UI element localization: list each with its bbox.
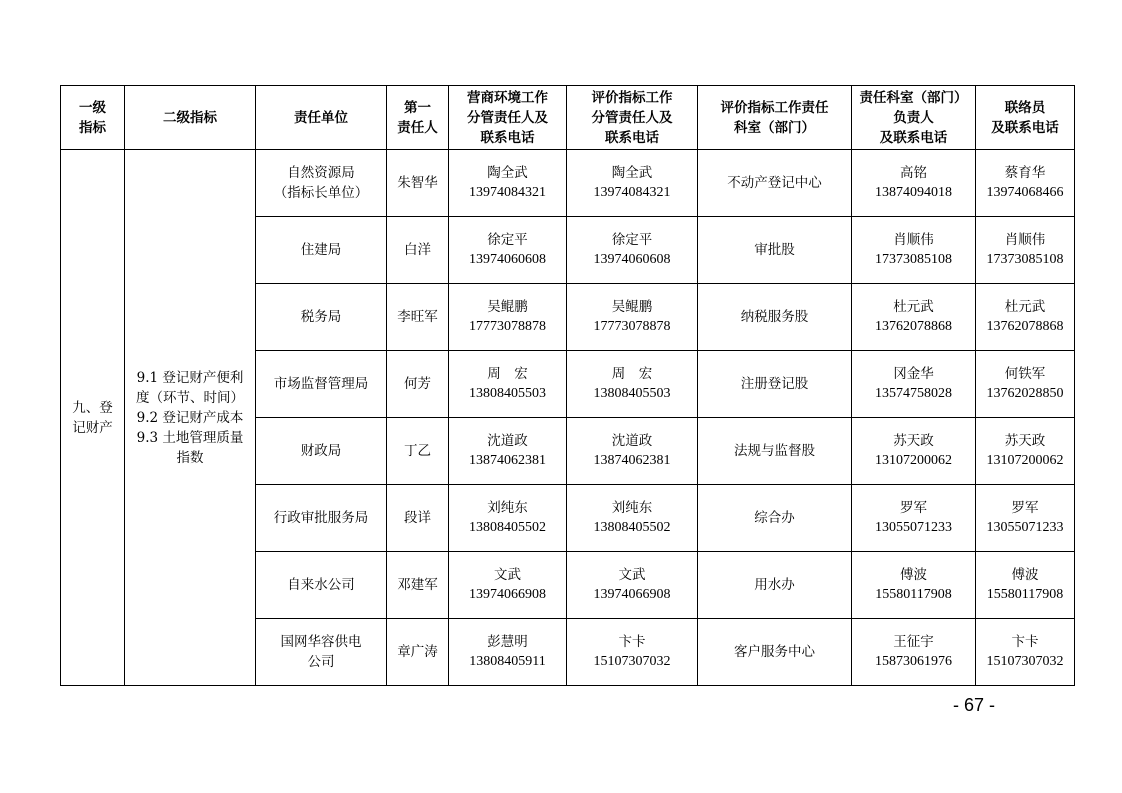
cell-text: 傅波 — [1011, 567, 1039, 583]
header-line: 责任科室（部门） — [859, 89, 968, 106]
cell-text: 17773078878 — [469, 319, 546, 334]
cell-text: 用水办 — [754, 577, 795, 593]
header-line: 联系电话 — [605, 129, 659, 146]
office-cell — [698, 217, 852, 284]
cell-text: 15107307032 — [593, 654, 671, 669]
office-head-cell — [852, 485, 976, 552]
cell-text: 杜元武 — [1004, 299, 1046, 315]
unit-cell — [256, 619, 387, 686]
cell-text: 徐定平 — [487, 232, 528, 248]
header-env-manager — [449, 86, 567, 150]
cell-text: 自然资源局 — [287, 165, 355, 181]
header-line: 责任单位 — [294, 109, 348, 126]
eval-manager-cell — [567, 418, 698, 485]
header-level2 — [125, 86, 256, 150]
header-line: 联系电话 — [480, 129, 535, 146]
cell-text: 注册登记股 — [740, 376, 809, 392]
cell-text: 行政审批服务局 — [273, 510, 369, 526]
office-head-cell — [852, 217, 976, 284]
office-head-cell — [852, 150, 976, 217]
cell-text: 邓建军 — [397, 577, 438, 593]
cell-text: 吴鲲鹏 — [611, 299, 653, 315]
cell-text: 朱智华 — [397, 175, 438, 191]
liaison-cell — [976, 552, 1075, 619]
header-line: 负责人 — [893, 109, 934, 126]
cell-text: 15107307032 — [986, 654, 1064, 669]
cell-text: 高铭 — [900, 165, 927, 181]
header-line: 营商环境工作 — [467, 89, 548, 106]
cell-text: 13874062381 — [469, 453, 546, 468]
cell-text: 何芳 — [404, 376, 431, 392]
cell-text: 刘纯东 — [611, 500, 653, 516]
cell-text: 冈金华 — [893, 366, 934, 382]
cell-text: 记财产 — [72, 419, 113, 436]
eval-manager-cell — [567, 217, 698, 284]
header-line: 评价指标工作责任 — [720, 99, 829, 116]
cell-text: 税务局 — [300, 309, 342, 325]
cell-text: 13762078868 — [986, 319, 1064, 334]
cell-text: 13974068466 — [986, 185, 1064, 200]
level2-indicator-cell — [125, 150, 256, 686]
cell-text: 章广涛 — [397, 644, 438, 660]
cell-text: 傅波 — [900, 567, 927, 583]
liaison-cell — [976, 150, 1075, 217]
cell-text: 九、登 — [72, 399, 113, 416]
table-row — [61, 150, 1075, 217]
header-line: 分管责任人及 — [467, 109, 548, 126]
first-responsible-cell — [387, 619, 449, 686]
office-head-cell — [852, 552, 976, 619]
header-line: 及联系电话 — [991, 119, 1059, 136]
cell-text: 文武 — [618, 567, 646, 583]
cell-text: 王征宇 — [893, 634, 934, 650]
cell-text: 丁乙 — [404, 443, 431, 459]
cell-text: 沈道政 — [487, 433, 528, 449]
cell-text: 纳税服务股 — [740, 309, 809, 325]
cell-text: 住建局 — [300, 242, 342, 258]
cell-text: 13974060608 — [469, 252, 546, 267]
cell-text: 市场监督管理局 — [273, 376, 369, 392]
cell-text: 罗军 — [1011, 500, 1039, 516]
env-manager-cell — [449, 150, 567, 217]
cell-text: 苏天政 — [1004, 433, 1046, 449]
cell-text: （指标长单位） — [273, 185, 369, 201]
env-manager-cell — [449, 485, 567, 552]
cell-text: 15580117908 — [986, 587, 1064, 602]
cell-text: 审批股 — [754, 242, 795, 258]
cell-text: 吴鲲鹏 — [487, 299, 528, 315]
unit-cell — [256, 552, 387, 619]
cell-text: 沈道政 — [611, 433, 653, 449]
office-head-cell — [852, 619, 976, 686]
cell-text: 蔡育华 — [1004, 165, 1046, 181]
liaison-cell — [976, 351, 1075, 418]
cell-text: 15580117908 — [875, 587, 952, 602]
cell-text: 卞卡 — [618, 634, 646, 650]
cell-text: 公司 — [307, 654, 335, 670]
cell-text: 17773078878 — [593, 319, 671, 334]
cell-text: 肖顺伟 — [1004, 232, 1046, 248]
office-cell — [698, 150, 852, 217]
unit-cell — [256, 418, 387, 485]
cell-text: 13107200062 — [986, 453, 1064, 468]
cell-text: 罗军 — [900, 500, 927, 516]
cell-text: 肖顺伟 — [893, 232, 934, 248]
office-head-cell — [852, 284, 976, 351]
header-line: 联络员 — [1004, 99, 1046, 116]
cell-text: 9.2 登记财产成本 — [136, 409, 244, 426]
first-responsible-cell — [387, 351, 449, 418]
cell-text: 国网华容供电 — [280, 634, 362, 650]
cell-text: 13974084321 — [469, 185, 546, 200]
header-line: 及联系电话 — [879, 129, 948, 146]
eval-manager-cell — [567, 485, 698, 552]
unit-cell — [256, 351, 387, 418]
liaison-cell — [976, 619, 1075, 686]
first-responsible-cell — [387, 217, 449, 284]
cell-text: 13808405502 — [593, 520, 671, 535]
cell-text: 13055071233 — [986, 520, 1064, 535]
first-responsible-cell — [387, 150, 449, 217]
cell-text: 13107200062 — [875, 453, 952, 468]
cell-text: 李旺军 — [397, 309, 438, 325]
cell-text: 自来水公司 — [287, 577, 355, 593]
env-manager-cell — [449, 619, 567, 686]
cell-text: 17373085108 — [875, 252, 952, 267]
header-line: 二级指标 — [163, 109, 217, 126]
first-responsible-cell — [387, 552, 449, 619]
cell-text: 13874062381 — [593, 453, 671, 468]
cell-text: 徐定平 — [611, 232, 653, 248]
cell-text: 13808405503 — [469, 386, 546, 401]
first-responsible-cell — [387, 485, 449, 552]
header-line: 分管责任人及 — [591, 109, 673, 126]
office-cell — [698, 351, 852, 418]
cell-text: 杜元武 — [893, 299, 934, 315]
header-line: 科室（部门） — [734, 119, 815, 136]
cell-text: 13055071233 — [875, 520, 952, 535]
eval-manager-cell — [567, 150, 698, 217]
cell-text: 综合办 — [754, 510, 795, 526]
cell-text: 客户服务中心 — [734, 644, 815, 660]
unit-cell — [256, 485, 387, 552]
office-cell — [698, 284, 852, 351]
eval-manager-cell — [567, 552, 698, 619]
cell-text: 陶全武 — [487, 165, 528, 181]
cell-text: 13808405503 — [593, 386, 671, 401]
cell-text: 财政局 — [300, 443, 342, 459]
cell-text: 度（环节、时间） — [136, 389, 244, 406]
cell-text: 指数 — [176, 449, 204, 466]
liaison-cell — [976, 418, 1075, 485]
cell-text: 13974066908 — [593, 587, 671, 602]
cell-text: 13762078868 — [875, 319, 952, 334]
unit-cell — [256, 284, 387, 351]
header-liaison — [976, 86, 1075, 150]
cell-text: 15873061976 — [875, 654, 952, 669]
level1-indicator-cell — [61, 150, 125, 686]
unit-cell — [256, 217, 387, 284]
cell-text: 陶全武 — [611, 165, 653, 181]
cell-text: 苏天政 — [893, 433, 934, 449]
office-cell — [698, 552, 852, 619]
first-responsible-cell — [387, 418, 449, 485]
env-manager-cell — [449, 284, 567, 351]
header-level1 — [61, 86, 125, 150]
table-header-row — [61, 86, 1075, 150]
liaison-cell — [976, 217, 1075, 284]
unit-cell — [256, 150, 387, 217]
cell-text: 13974084321 — [593, 185, 671, 200]
env-manager-cell — [449, 418, 567, 485]
cell-text: 法规与监督股 — [734, 443, 815, 459]
env-manager-cell — [449, 351, 567, 418]
liaison-cell — [976, 284, 1075, 351]
header-line: 评价指标工作 — [591, 89, 673, 106]
cell-text: 13808405911 — [469, 654, 546, 669]
cell-text: 卞卡 — [1011, 634, 1039, 650]
cell-text: 13974066908 — [469, 587, 546, 602]
cell-text: 段详 — [404, 510, 431, 526]
first-responsible-cell — [387, 284, 449, 351]
cell-text: 文武 — [494, 567, 521, 583]
header-line: 第一 — [404, 99, 431, 116]
cell-text: 17373085108 — [986, 252, 1064, 267]
cell-text: 9.1 登记财产便利 — [136, 369, 244, 386]
eval-manager-cell — [567, 351, 698, 418]
cell-text: 周 宏 — [487, 366, 528, 382]
responsibility-table — [60, 85, 1075, 686]
header-first-responsible — [387, 86, 449, 150]
office-head-cell — [852, 418, 976, 485]
cell-text: 刘纯东 — [487, 500, 528, 516]
header-line: 指标 — [79, 119, 106, 136]
cell-text: 9.3 土地管理质量 — [136, 429, 244, 446]
cell-text: 13808405502 — [469, 520, 546, 535]
header-line: 责任人 — [397, 119, 438, 136]
cell-text: 13762028850 — [986, 386, 1064, 401]
env-manager-cell — [449, 552, 567, 619]
office-cell — [698, 619, 852, 686]
cell-text: 13974060608 — [593, 252, 671, 267]
liaison-cell — [976, 485, 1075, 552]
cell-text: 何铁军 — [1004, 366, 1046, 382]
office-head-cell — [852, 351, 976, 418]
header-office — [698, 86, 852, 150]
header-unit — [256, 86, 387, 150]
cell-text: 13874094018 — [875, 185, 952, 200]
env-manager-cell — [449, 217, 567, 284]
cell-text: 白洋 — [404, 242, 431, 258]
cell-text: 不动产登记中心 — [727, 175, 822, 191]
cell-text: 周 宏 — [611, 366, 653, 382]
header-line: 一级 — [79, 99, 106, 116]
cell-text: 13574758028 — [875, 386, 952, 401]
office-cell — [698, 485, 852, 552]
eval-manager-cell — [567, 284, 698, 351]
eval-manager-cell — [567, 619, 698, 686]
header-eval-manager — [567, 86, 698, 150]
office-cell — [698, 418, 852, 485]
page-number: - 67 - — [953, 695, 996, 715]
cell-text: 彭慧明 — [487, 634, 528, 650]
header-office-head — [852, 86, 976, 150]
